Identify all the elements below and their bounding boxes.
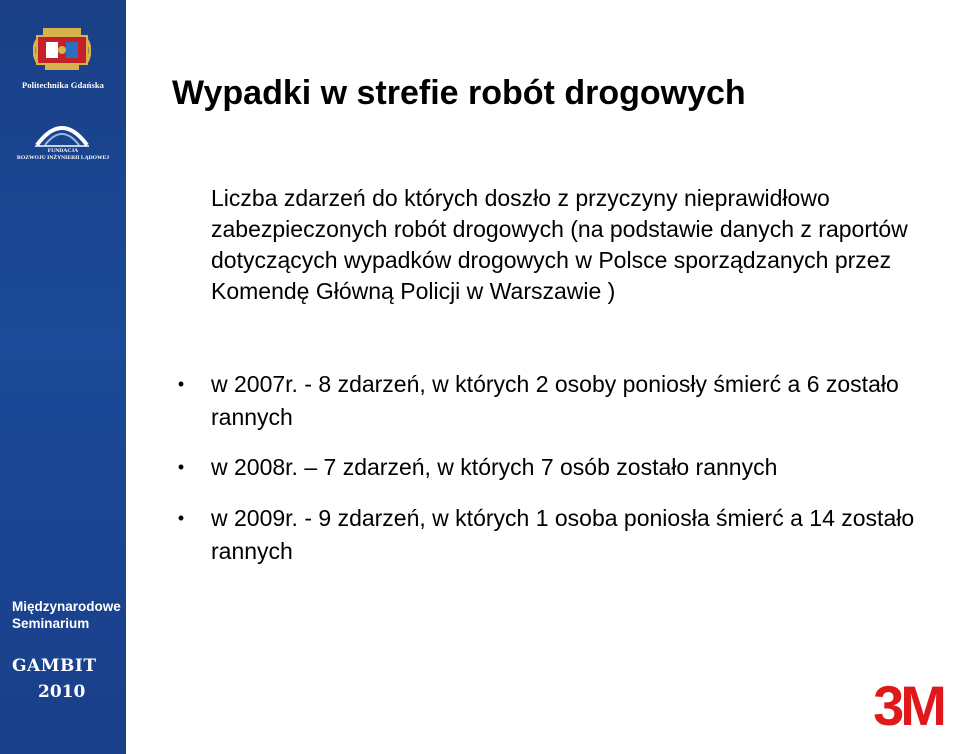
- bullet-dot-icon: •: [177, 457, 185, 477]
- seminar-line-2: Seminarium: [12, 616, 90, 631]
- bullet-item-2009: [177, 502, 951, 568]
- bullet-dot-icon: •: [177, 374, 185, 394]
- bullet-item-2008: [177, 451, 951, 484]
- 3m-logo-text: 3M: [873, 677, 943, 731]
- sidebar: [0, 0, 126, 754]
- foundation-arch-logo-icon: [35, 117, 89, 147]
- bullet-text: w 2009r. - 9 zdarzeń, w których 1 osoba poniosła śmierć a 14 zostało rannych: [211, 505, 915, 564]
- event-name: GAMBIT: [12, 656, 97, 676]
- slide-title: Wypadki w strefie robót drogowych: [172, 74, 746, 112]
- university-name: Politechnika Gdańska: [21, 80, 105, 90]
- intro-paragraph: Liczba zdarzeń do których doszło z przyczyny nieprawidłowo zabezpieczonych robót drogowych (na podstawie danych z raportów dotyczących wypadków drogowych w Polsce sporządzanych przez Komendę Główną Policji w Warszawie ): [211, 185, 908, 304]
- foundation-line-2: ROZWOJU INŻYNIERII LĄDOWEJ: [16, 155, 110, 161]
- university-crest-icon: [33, 26, 91, 74]
- seminar-label: [12, 598, 121, 632]
- bullet-text: w 2007r. - 8 zdarzeń, w których 2 osoby poniosły śmierć a 6 zostało rannych: [211, 371, 899, 430]
- bullet-dot-icon: •: [177, 508, 185, 528]
- foundation-name: [0, 148, 126, 162]
- bullet-text: w 2008r. – 7 zdarzeń, w których 7 osób zostało rannych: [211, 454, 778, 480]
- foundation-line-1: FUNDACJA: [47, 148, 79, 154]
- bullet-item-2007: [177, 368, 951, 434]
- 3m-logo: [856, 677, 960, 731]
- seminar-line-1: Międzynarodowe: [12, 599, 121, 614]
- event-year: 2010: [38, 682, 86, 702]
